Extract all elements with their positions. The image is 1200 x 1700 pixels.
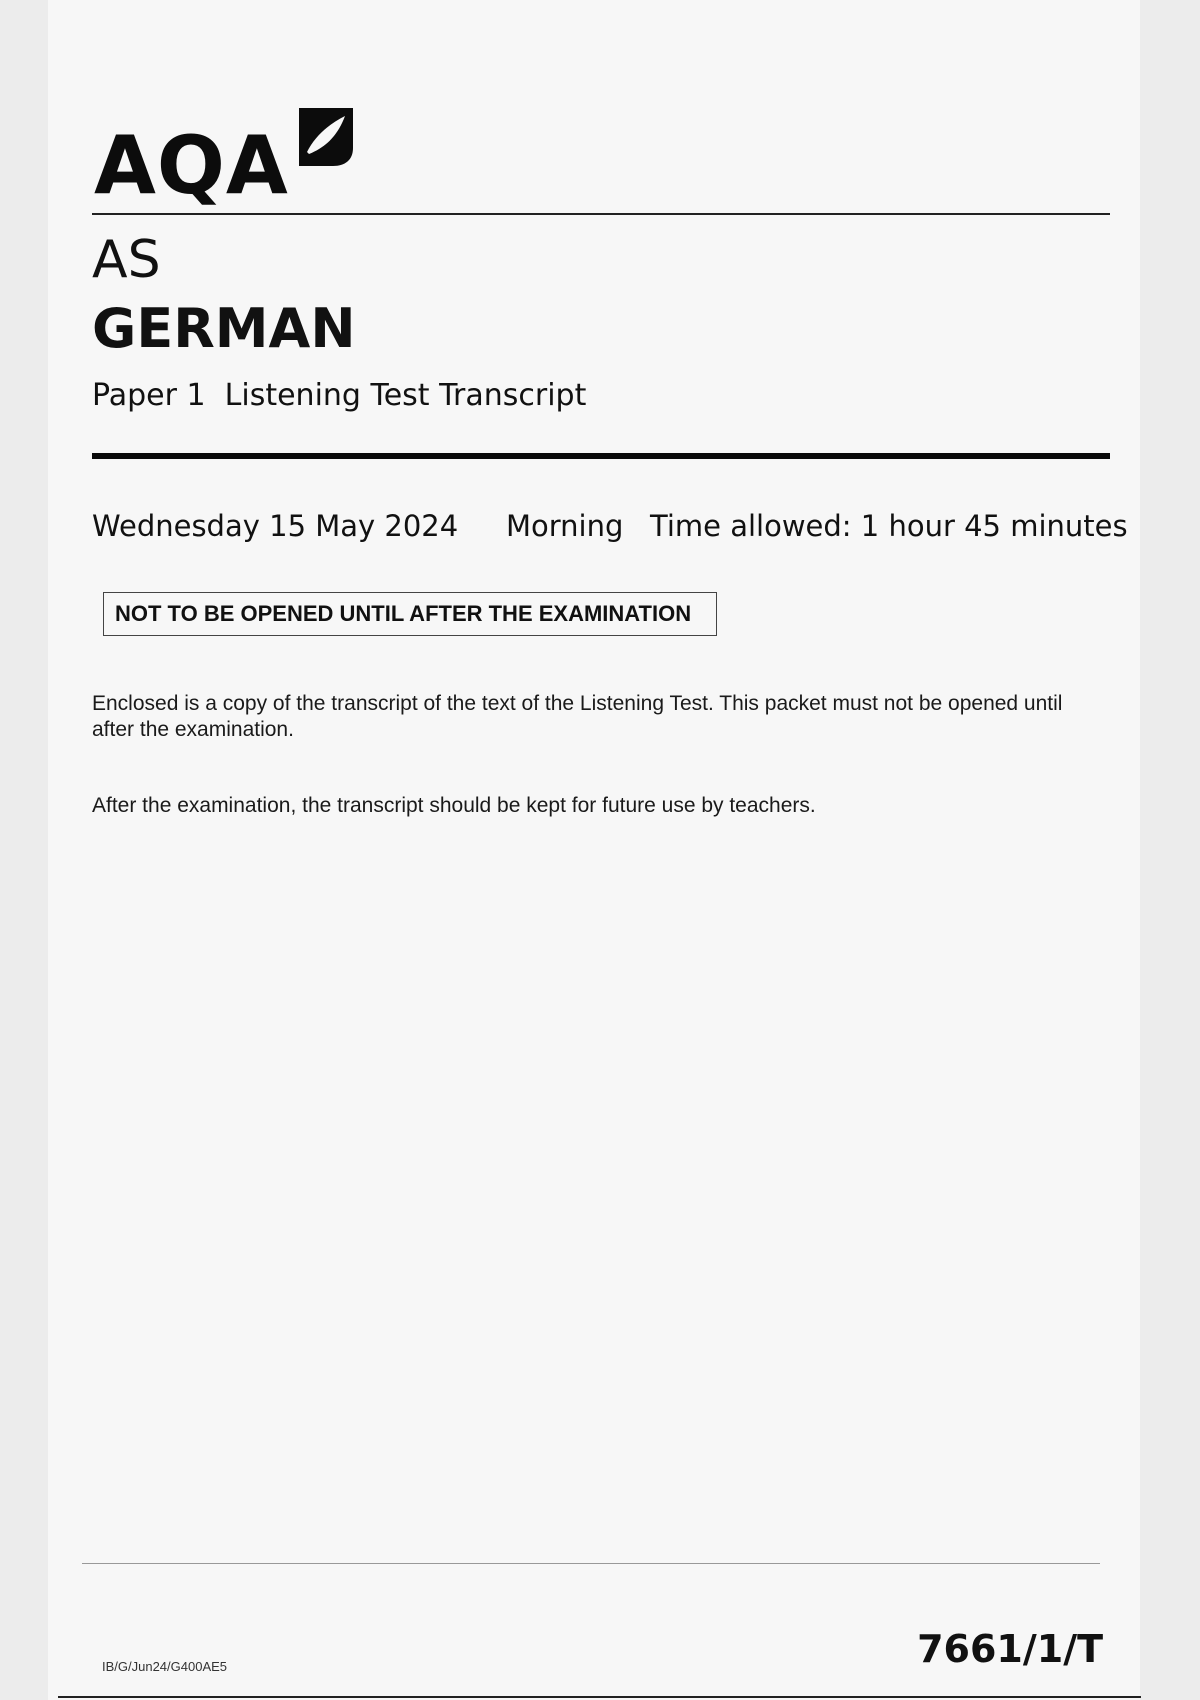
qualification-title: AS (92, 230, 161, 290)
aqa-logo (94, 108, 353, 212)
bottom-edge-rule (58, 1696, 1141, 1698)
footer-divider (82, 1563, 1100, 1564)
header-divider (92, 213, 1110, 215)
exam-cover-page (48, 0, 1140, 1700)
paper-title: Paper 1 Listening Test Transcript (92, 378, 587, 413)
leaf-icon (295, 108, 353, 170)
paper-code: 7661/1/T (917, 1627, 1103, 1671)
notice-text: NOT TO BE OPENED UNTIL AFTER THE EXAMINATION (115, 601, 692, 626)
retention-instructions: After the examination, the transcript should be kept for future use by teachers. (92, 794, 816, 817)
enclosed-instructions: Enclosed is a copy of the transcript of the text of the Listening Test. This packet must not be opened until after the examination. (92, 692, 1063, 741)
time-allowed: Time allowed: 1 hour 45 minutes (650, 509, 1128, 543)
do-not-open-notice (103, 592, 717, 636)
exam-date: Wednesday 15 May 2024 (92, 509, 459, 543)
subject-title: GERMAN (92, 297, 356, 360)
exam-session: Morning (506, 509, 624, 543)
logo-wordmark: AQA (94, 119, 289, 212)
title-divider (92, 453, 1110, 459)
document-reference: IB/G/Jun24/G400AE5 (102, 1659, 228, 1674)
